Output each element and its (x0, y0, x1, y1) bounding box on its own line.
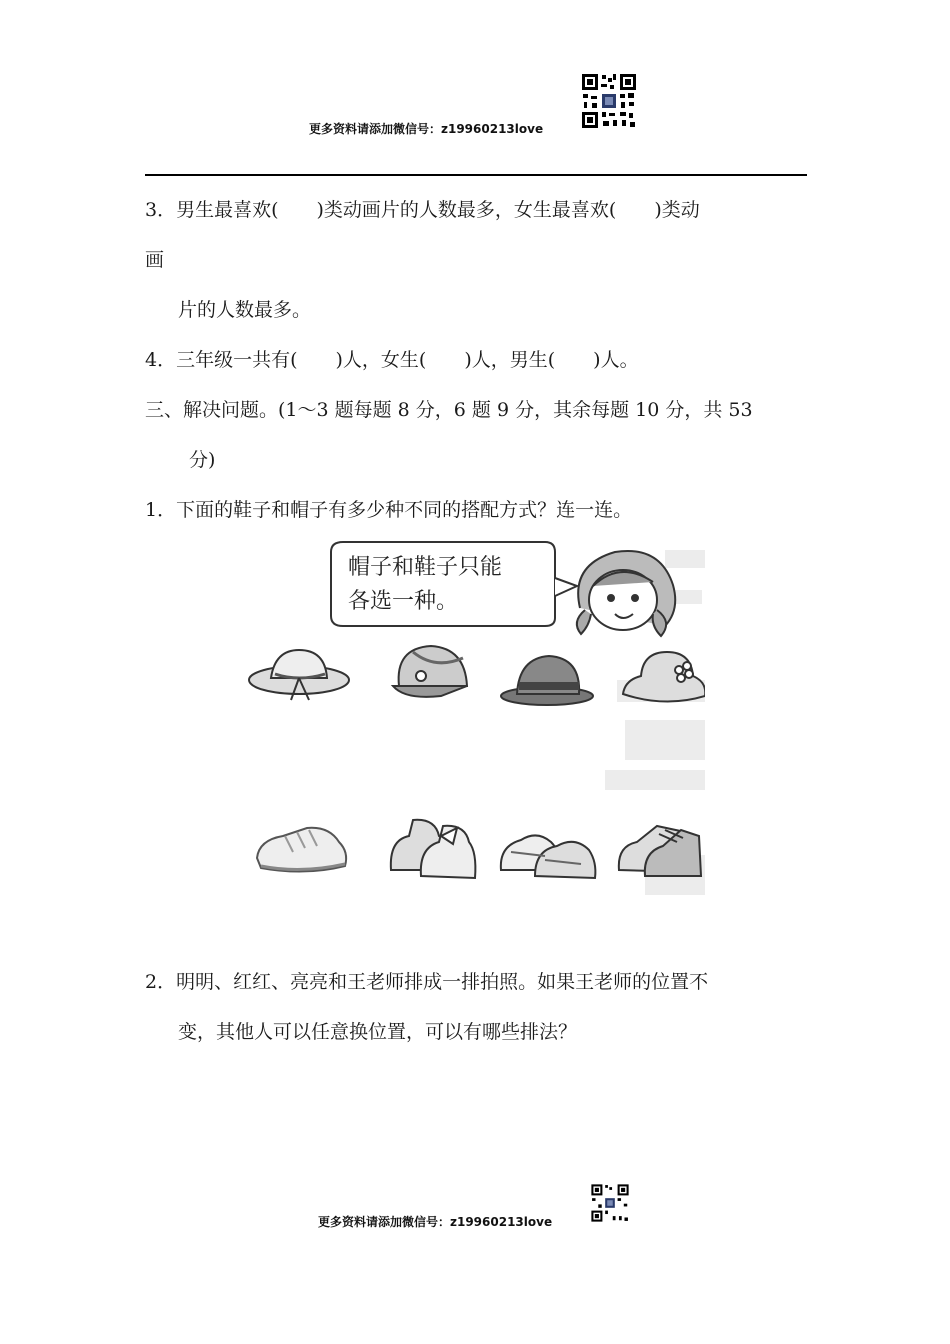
hat-2-cap-icon (393, 646, 467, 697)
girl-icon (577, 551, 675, 636)
hat-3-fedora-icon (501, 656, 593, 705)
shoe-3-sandals-icon (501, 835, 596, 878)
hat-4-bonnet-icon (623, 652, 705, 702)
question-3-line-3: 片的人数最多。 (178, 299, 312, 321)
shoe-1-sneaker-icon (257, 828, 346, 872)
section-3-heading-line-1: 三、解决问题。(1～3 题每题 8 分，6 题 9 分，其余每题 10 分，共 53 (145, 399, 753, 421)
hats-and-shoes-figure (245, 530, 705, 900)
problem-2-line-1: 2．明明、红红、亮亮和王老师排成一排拍照。如果王老师的位置不 (145, 971, 709, 993)
illustration-canvas (245, 530, 705, 900)
header-wechat-text: 更多资料请添加微信号：z19960213love (309, 122, 544, 136)
speech-bubble-line-1: 帽子和鞋子只能 (348, 555, 503, 580)
hat-1-sun-hat-icon (249, 650, 349, 700)
header-qr-code-icon (580, 72, 638, 130)
shoe-2-boots-icon (391, 820, 476, 878)
footer-qr-code-icon (590, 1183, 630, 1223)
question-4: 4．三年级一共有( )人，女生( )人，男生( )人。 (145, 349, 639, 371)
footer-wechat-text: 更多资料请添加微信号：z19960213love (318, 1215, 553, 1229)
speech-bubble-line-2: 各选一种。 (348, 589, 459, 614)
question-3-line-1: 3．男生最喜欢( )类动画片的人数最多，女生最喜欢( )类动 (145, 199, 700, 221)
header-rule (145, 174, 807, 176)
problem-2-line-2: 变，其他人可以任意换位置，可以有哪些排法？ (178, 1021, 578, 1043)
section-3-heading-line-2: 分) (189, 449, 216, 471)
shoe-4-high-top-sneakers-icon (619, 826, 701, 876)
problem-1: 1．下面的鞋子和帽子有多少种不同的搭配方式？连一连。 (145, 499, 633, 521)
question-3-line-2: 画 (145, 249, 165, 271)
speech-bubble-tail-icon (555, 578, 577, 596)
